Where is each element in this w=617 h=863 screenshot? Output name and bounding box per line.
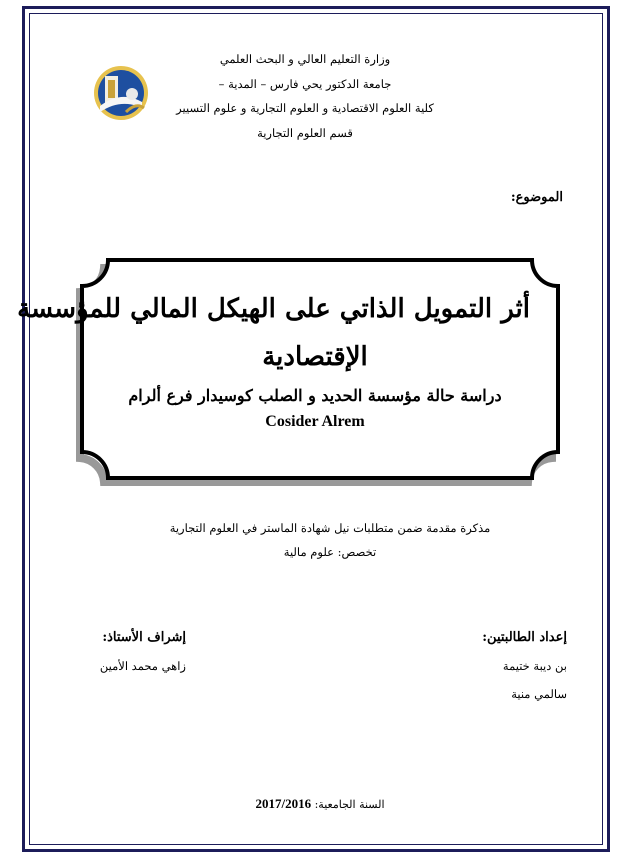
thesis-title-block xyxy=(17,285,530,435)
ministry-name: وزارة التعليم العالي و البحث العلمي xyxy=(219,52,391,66)
company-name-en: Cosider Alrem xyxy=(265,413,365,430)
academic-year-value: 2017/2016 xyxy=(255,796,312,811)
title-line-1: أثر التمويل الذاتي على الهيكل المالي للمؤسسة xyxy=(17,294,530,324)
student-name: بن ديبة ختيمة xyxy=(502,659,567,673)
students-block xyxy=(482,624,567,708)
university-name: جامعة الدكتور يحي فارس – المدية – xyxy=(218,76,392,91)
case-study-line: دراسة حالة مؤسسة الحديد و الصلب كوسيدار فرع ألرام xyxy=(128,386,502,405)
supervisor-block xyxy=(76,624,186,680)
title-line-2: الإقتصادية xyxy=(262,342,368,372)
department-name: قسم العلوم التجارية xyxy=(257,125,353,140)
academic-year-label: السنة الجامعية: xyxy=(314,798,385,811)
subject-label: الموضوع: xyxy=(510,190,563,205)
institution-header xyxy=(140,47,470,145)
academic-year xyxy=(220,796,420,812)
faculty-name: كلية العلوم الاقتصادية و العلوم التجارية و علوم التسيير xyxy=(176,101,434,115)
supervisor-name: زاهي محمد الأمين xyxy=(99,659,186,673)
students-label: إعداد الطالبتين: xyxy=(482,630,567,645)
student-name: سالمي منية xyxy=(511,687,567,701)
thesis-description xyxy=(120,516,540,564)
specialization: تخصص: علوم مالية xyxy=(283,545,377,559)
degree-statement: مذكرة مقدمة ضمن متطلبات نيل شهادة الماستر في العلوم التجارية xyxy=(169,521,491,535)
supervisor-label: إشراف الأستاذ: xyxy=(102,630,186,645)
